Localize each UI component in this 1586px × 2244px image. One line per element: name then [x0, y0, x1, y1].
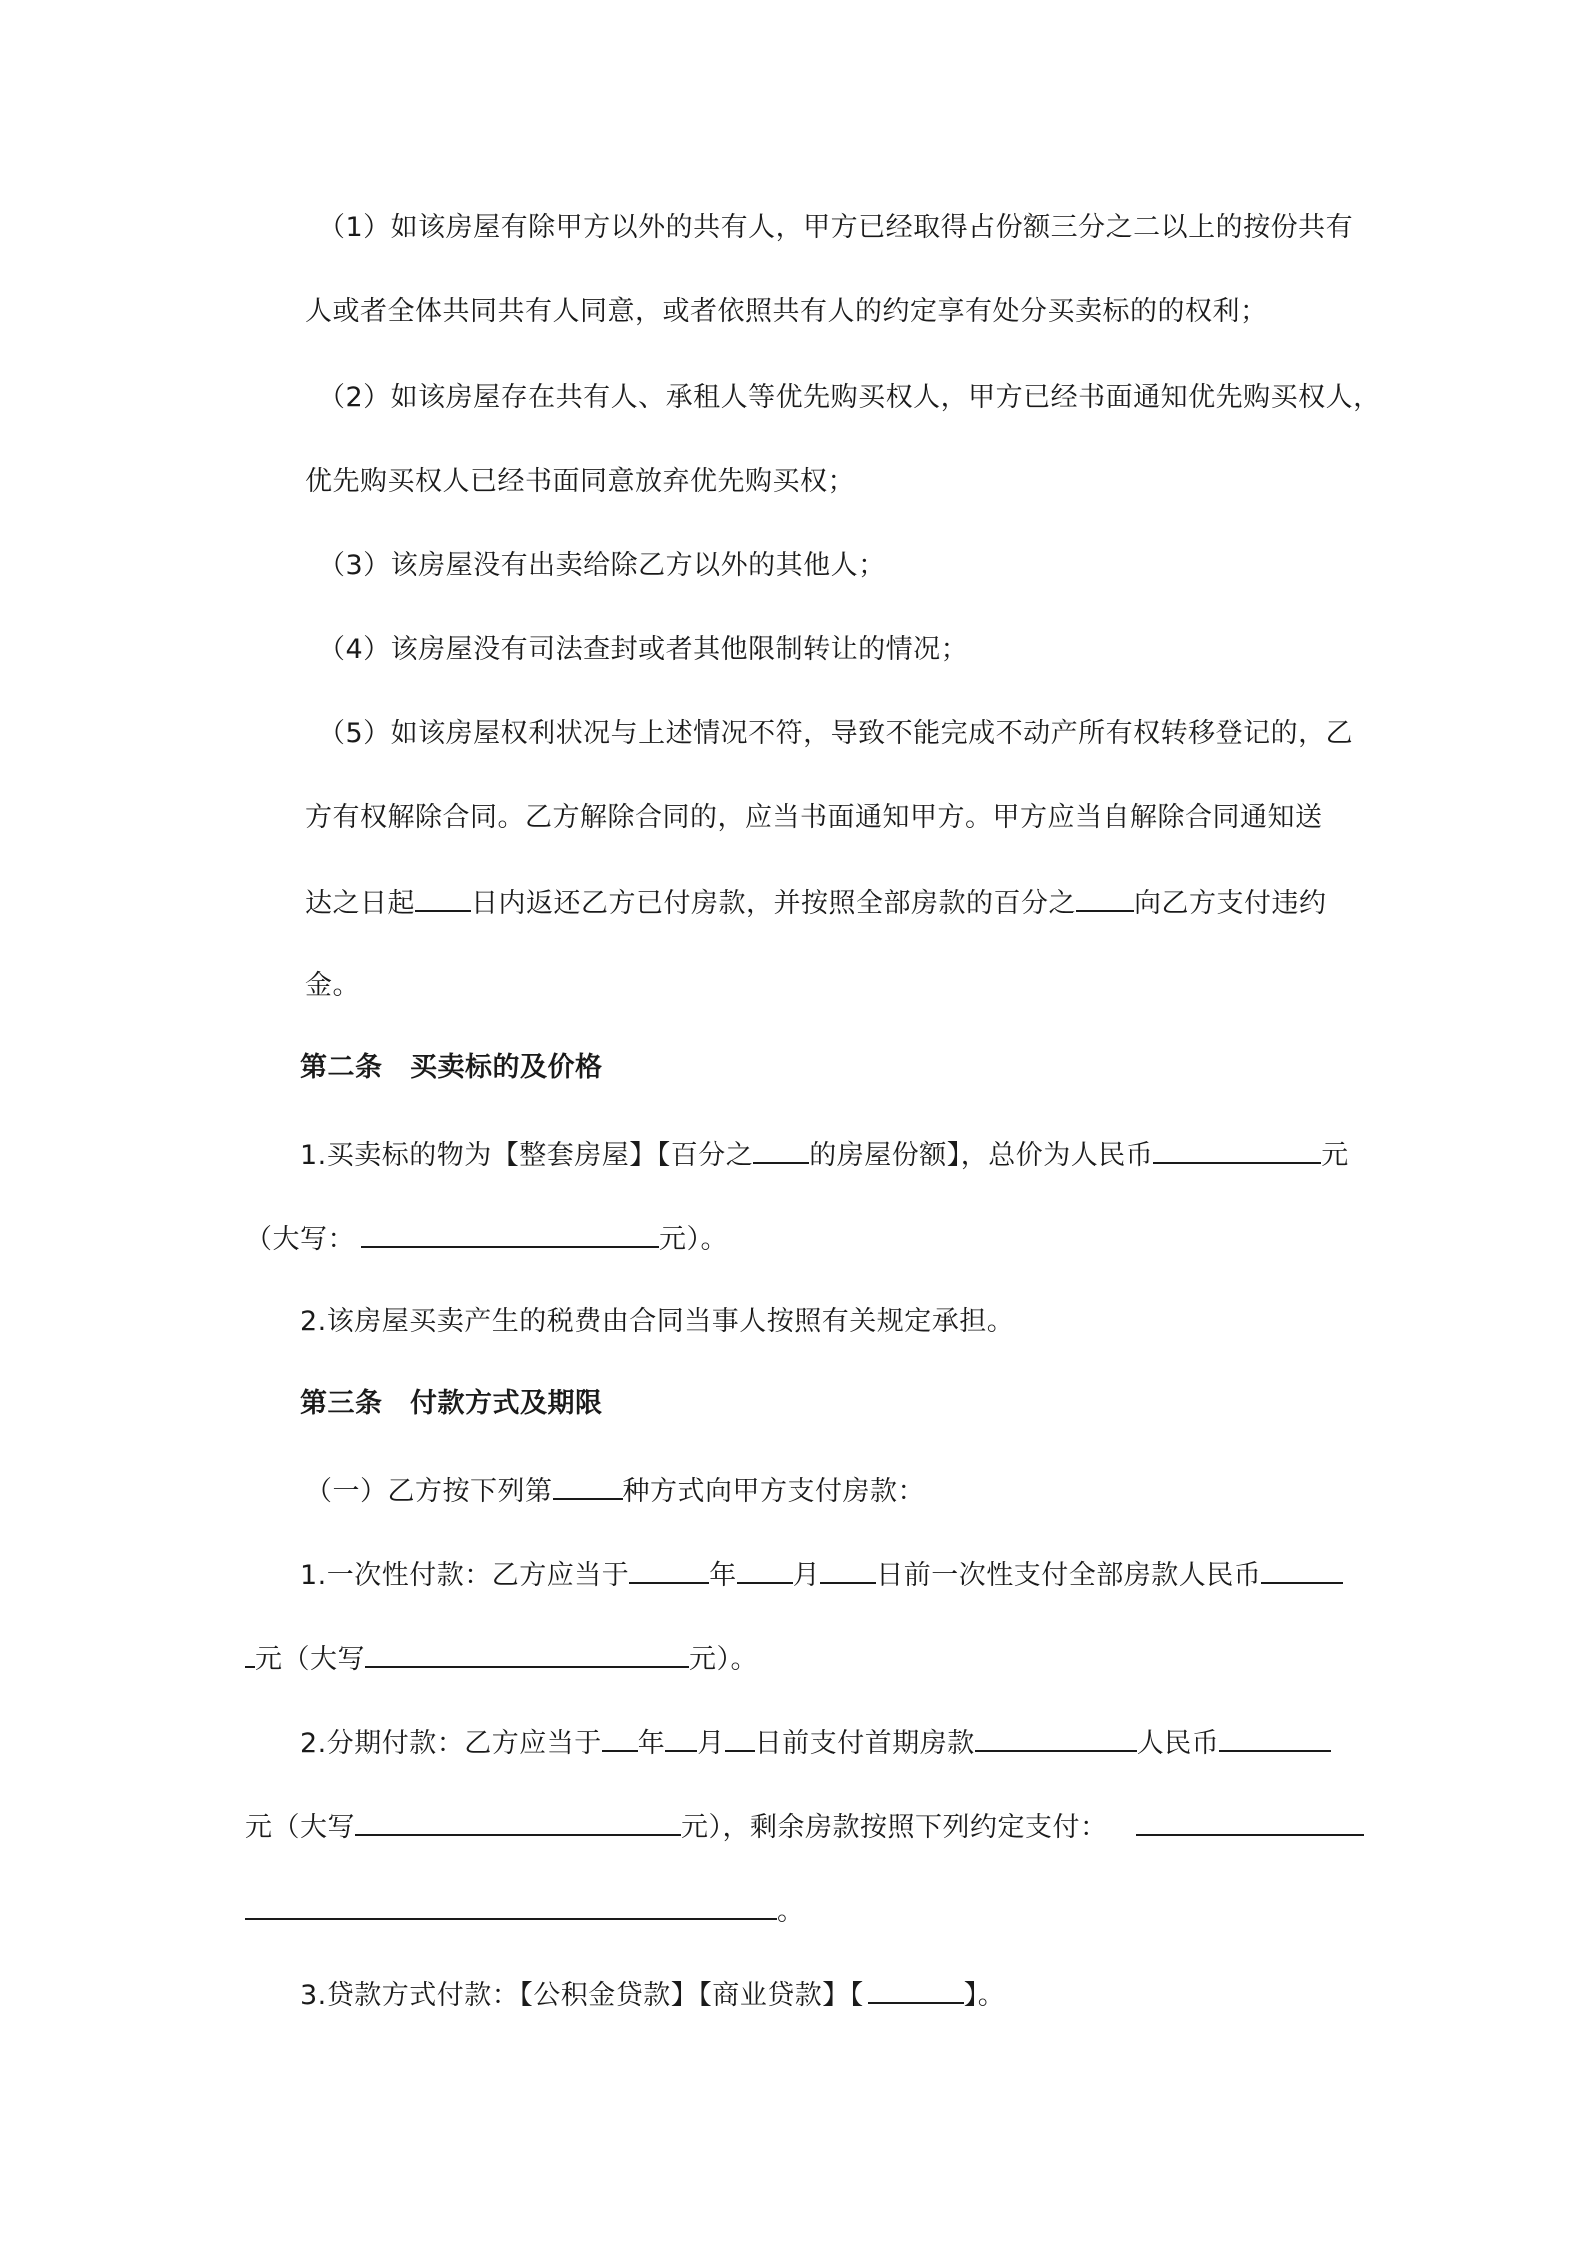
- text-segment: 元），剩余房款按照下列约定支付：: [681, 1812, 1108, 1843]
- lump-amount-blank-cont[interactable]: [245, 1640, 255, 1668]
- text-segment: 元（大写: [255, 1644, 365, 1675]
- text-segment: （大写：: [245, 1224, 355, 1255]
- text-segment: 元: [1321, 1140, 1349, 1171]
- text-segment: 】。: [963, 1980, 1006, 2011]
- text-segment: 日前支付首期房款: [754, 1728, 975, 1759]
- condition-1-line-2: 人或者全体共同共有人同意，或者依照共有人的约定享有处分买卖标的的权利；: [305, 296, 1268, 327]
- text-segment: 的房屋份额】，总价为人民币: [809, 1140, 1154, 1171]
- lump-amount-blank[interactable]: [1261, 1556, 1343, 1584]
- text-segment: 2.分期付款：乙方应当于: [300, 1728, 602, 1759]
- lump-sum-line-1: [300, 1556, 1343, 1594]
- text-segment: 日前一次性支付全部房款人民币: [876, 1560, 1262, 1591]
- text-segment: 人民币: [1136, 1728, 1220, 1759]
- condition-5-line-1: （5）如该房屋权利状况与上述情况不符，导致不能完成不动产所有权转移登记的，乙: [318, 718, 1354, 749]
- lump-month-blank[interactable]: [737, 1556, 793, 1584]
- payment-method-blank[interactable]: [553, 1472, 623, 1500]
- condition-3: （3）该房屋没有出卖给除乙方以外的其他人；: [318, 550, 886, 581]
- text-segment: 元（大写: [245, 1812, 355, 1843]
- days-blank[interactable]: [415, 884, 471, 912]
- article-2-item-1-line-2: [245, 1220, 728, 1258]
- text-segment: （一）乙方按下列第: [305, 1476, 553, 1507]
- text-segment: 达之日起: [305, 888, 415, 919]
- condition-2-line-1: （2）如该房屋存在共有人、承租人等优先购买权人，甲方已经书面通知优先购买权人，: [318, 382, 1381, 413]
- total-price-words-blank[interactable]: [361, 1220, 659, 1248]
- total-price-blank[interactable]: [1153, 1136, 1321, 1164]
- text-segment: 种方式向甲方支付房款：: [622, 1476, 925, 1507]
- text-segment: 月: [697, 1728, 725, 1759]
- lump-sum-line-2: [245, 1640, 758, 1678]
- condition-1-line-1: （1）如该房屋有除甲方以外的共有人，甲方已经取得占份额三分之二以上的按份共有: [318, 212, 1354, 243]
- text-segment: 。: [777, 1896, 805, 1927]
- text-segment: 月: [792, 1560, 821, 1591]
- condition-2-line-2: 优先购买权人已经书面同意放弃优先购买权；: [305, 466, 855, 497]
- installment-line-3: [245, 1892, 805, 1930]
- text-segment: 年: [637, 1728, 666, 1759]
- remaining-terms-blank[interactable]: [1136, 1808, 1364, 1836]
- condition-5-line-2: 方有权解除合同。乙方解除合同的，应当书面通知甲方。甲方应当自解除合同通知送: [305, 802, 1323, 833]
- text-segment: 3.贷款方式付款：【公积金贷款】【商业贷款】【: [300, 1980, 864, 2011]
- lump-amount-words-blank[interactable]: [365, 1640, 689, 1668]
- other-loan-blank[interactable]: [868, 1976, 964, 2004]
- text-segment: 1.买卖标的物为【整套房屋】【百分之: [300, 1140, 754, 1171]
- lump-year-blank[interactable]: [629, 1556, 709, 1584]
- inst-day-blank[interactable]: [725, 1724, 755, 1752]
- article-3-heading: 第三条 付款方式及期限: [300, 1388, 603, 1419]
- article-3-intro: [305, 1472, 925, 1510]
- text-segment: 元）。: [689, 1644, 758, 1675]
- article-2-heading: 第二条 买卖标的及价格: [300, 1052, 603, 1083]
- inst-month-blank[interactable]: [665, 1724, 697, 1752]
- text-segment: 元）。: [659, 1224, 728, 1255]
- condition-5-line-4: 金。: [305, 970, 360, 1001]
- article-2-item-1-line-1: [300, 1136, 1349, 1174]
- text-segment: 向乙方支付违约: [1134, 888, 1327, 919]
- share-percent-blank[interactable]: [753, 1136, 809, 1164]
- installment-line-2: [245, 1808, 1364, 1846]
- text-segment: 日内返还乙方已付房款，并按照全部房款的百分之: [471, 888, 1076, 919]
- condition-5-line-3: [305, 884, 1327, 922]
- inst-year-blank[interactable]: [602, 1724, 638, 1752]
- text-segment: 年: [709, 1560, 737, 1591]
- lump-day-blank[interactable]: [820, 1556, 876, 1584]
- down-payment-blank[interactable]: [975, 1724, 1137, 1752]
- down-payment-words-blank[interactable]: [355, 1808, 681, 1836]
- loan-line: [300, 1976, 1005, 2014]
- down-payment-amount-blank[interactable]: [1219, 1724, 1331, 1752]
- text-segment: 1.一次性付款：乙方应当于: [300, 1560, 630, 1591]
- article-2-item-2: 2.该房屋买卖产生的税费由合同当事人按照有关规定承担。: [300, 1306, 1015, 1337]
- installment-line-1: [300, 1724, 1331, 1762]
- remaining-terms-blank-cont[interactable]: [245, 1892, 777, 1920]
- condition-4: （4）该房屋没有司法查封或者其他限制转让的情况；: [318, 634, 969, 665]
- percent-blank[interactable]: [1076, 884, 1134, 912]
